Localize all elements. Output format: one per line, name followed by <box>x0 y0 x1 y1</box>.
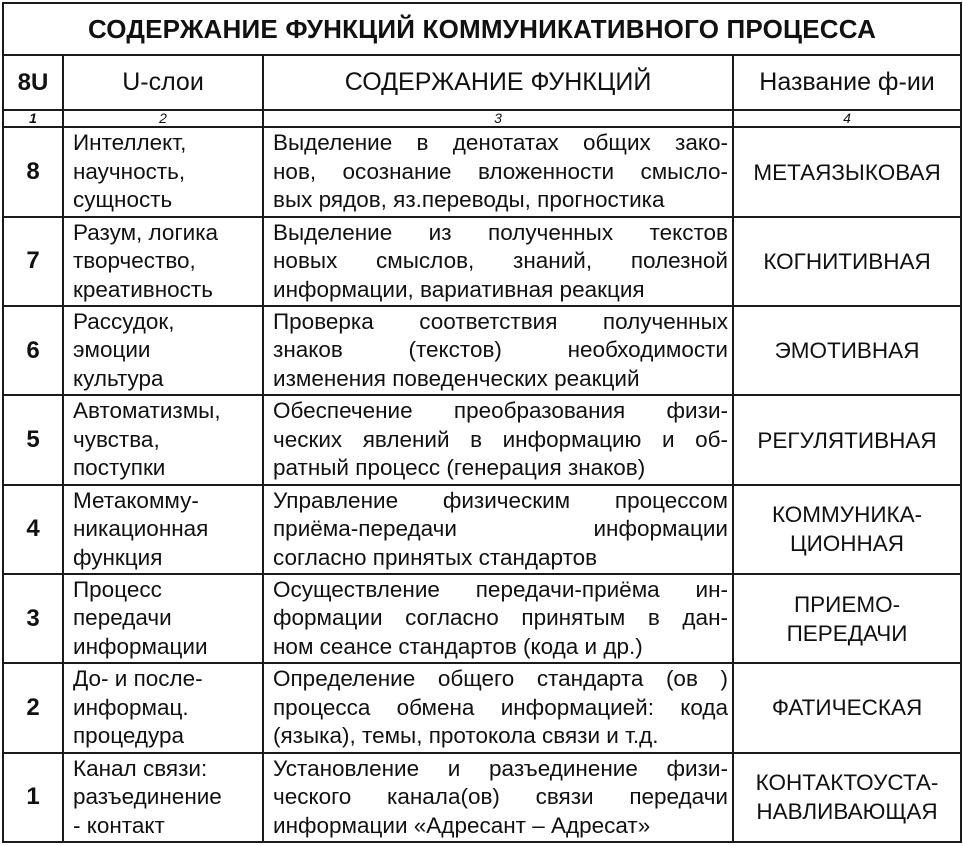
function-name-line: ЦИОННАЯ <box>789 531 905 557</box>
function-name-line: РЕГУЛЯТИВНАЯ <box>757 427 937 453</box>
layer-line: разъединение <box>73 784 222 810</box>
function-name-cell <box>733 753 961 842</box>
layer-line: Канал связи: <box>73 755 208 781</box>
content-line: Выделение из полученных текстов <box>273 219 728 245</box>
function-name-line: КОГНИТИВНАЯ <box>763 248 931 274</box>
table-row <box>3 217 961 306</box>
header-num: 8U <box>3 55 63 110</box>
function-name-line: ЭМОТИВНАЯ <box>774 338 920 364</box>
content-cell <box>263 574 733 663</box>
layer-line: Разум, логика <box>73 219 219 245</box>
content-line: Установление и разъединение физи- <box>273 755 728 781</box>
layer-cell <box>63 485 263 574</box>
content-line: ческих явлений в информацию и об- <box>273 426 728 452</box>
layer-line: передачи <box>73 605 172 631</box>
row-number: 8 <box>3 127 63 216</box>
layer-line: эмоции <box>73 337 151 363</box>
layer-line: сущность <box>73 187 173 213</box>
column-index-2: 2 <box>63 110 263 127</box>
content-line: согласно принятых стандартов <box>273 544 598 570</box>
content-cell <box>263 127 733 216</box>
table-row <box>3 485 961 574</box>
row-number: 3 <box>3 574 63 663</box>
layer-line: поступки <box>73 455 166 481</box>
content-line: вых рядов, яз.переводы, прогностика <box>273 187 665 213</box>
table-row <box>3 127 961 216</box>
layer-line: Процесс <box>73 576 162 602</box>
content-cell <box>263 306 733 395</box>
table-title: СОДЕРЖАНИЕ ФУНКЦИЙ КОММУНИКАТИВНОГО ПРОЦЕССА <box>3 3 961 55</box>
function-name-line: ПЕРЕДАЧИ <box>786 620 908 646</box>
function-name-line: МЕТАЯЗЫКОВАЯ <box>753 159 941 185</box>
layer-cell <box>63 663 263 752</box>
layer-line: функция <box>73 544 163 570</box>
column-index-3: 3 <box>263 110 733 127</box>
layer-line: Автоматизмы, <box>73 398 221 424</box>
content-cell <box>263 395 733 484</box>
content-line: Обеспечение преобразования физи- <box>273 398 728 424</box>
content-line: изменения поведенческих реакций <box>273 365 640 391</box>
layer-cell <box>63 574 263 663</box>
row-number: 4 <box>3 485 63 574</box>
content-line: Осуществление передачи-приёма ин- <box>273 576 728 602</box>
layer-cell <box>63 395 263 484</box>
column-index-1: 1 <box>3 110 63 127</box>
title-row <box>3 3 961 55</box>
content-line: ческого канала(ов) связи передачи <box>273 784 728 810</box>
function-name-cell <box>733 395 961 484</box>
function-name-line: ФАТИЧЕСКАЯ <box>771 695 923 721</box>
content-line: информации, вариативная реакция <box>273 276 645 302</box>
header-row <box>3 55 961 110</box>
content-line: Управление физическим процессом <box>273 487 728 513</box>
header-content: СОДЕРЖАНИЕ ФУНКЦИЙ <box>263 55 733 110</box>
layer-line: научность, <box>73 158 186 184</box>
content-line: новых смыслов, знаний, полезной <box>273 248 728 274</box>
layer-line: процедура <box>73 723 185 749</box>
function-name-line: КОММУНИКА- <box>771 502 923 528</box>
layer-cell <box>63 127 263 216</box>
content-cell <box>263 485 733 574</box>
row-number: 7 <box>3 217 63 306</box>
layer-cell <box>63 753 263 842</box>
table-row <box>3 306 961 395</box>
content-line: Выделение в денотатах общих зако- <box>273 130 728 156</box>
table-row <box>3 753 961 842</box>
function-name-line: НАВЛИВАЮЩАЯ <box>756 799 938 825</box>
column-index-row <box>3 110 961 127</box>
layer-line: творчество, <box>73 248 196 274</box>
content-line: Определение общего стандарта (ов ) <box>273 666 728 692</box>
functions-table <box>2 2 962 843</box>
layer-line: До- и после- <box>73 666 203 692</box>
content-cell <box>263 663 733 752</box>
layer-line: - контакт <box>73 812 165 838</box>
header-name: Название ф-ии <box>733 55 961 110</box>
layer-line: культура <box>73 365 164 391</box>
layer-line: информации <box>73 633 208 659</box>
layer-line: Рассудок, <box>73 308 175 334</box>
content-cell <box>263 217 733 306</box>
function-name-cell <box>733 485 961 574</box>
row-number: 2 <box>3 663 63 752</box>
table-row <box>3 663 961 752</box>
layer-line: чувства, <box>73 426 160 452</box>
header-layers: U-слои <box>63 55 263 110</box>
content-line: ном сеансе стандартов (кода и др.) <box>273 633 643 659</box>
function-name-cell <box>733 217 961 306</box>
content-line: Проверка соответствия полученных <box>273 308 728 334</box>
layer-cell <box>63 306 263 395</box>
row-number: 6 <box>3 306 63 395</box>
content-line: процесса обмена информацией: кода <box>273 694 728 720</box>
content-line: формации согласно принятым в дан- <box>273 605 728 631</box>
layer-line: информац. <box>73 694 189 720</box>
content-line: ратный процесс (генерация знаков) <box>273 455 646 481</box>
layer-line: креативность <box>73 276 213 302</box>
layer-line: Метакомму- <box>73 487 199 513</box>
layer-cell <box>63 217 263 306</box>
function-name-cell <box>733 574 961 663</box>
function-name-line: КОНТАКТОУСТА- <box>755 770 939 796</box>
layer-line: никационная <box>73 516 209 542</box>
row-number: 5 <box>3 395 63 484</box>
function-name-cell <box>733 663 961 752</box>
content-line: информации «Адресант – Адресат» <box>273 812 651 838</box>
function-name-cell <box>733 127 961 216</box>
function-name-cell <box>733 306 961 395</box>
content-line: знаков (текстов) необходимости <box>273 337 728 363</box>
layer-line: Интеллект, <box>73 130 187 156</box>
content-line: (языка), темы, протокола связи и т.д. <box>273 723 659 749</box>
content-cell <box>263 753 733 842</box>
row-number: 1 <box>3 753 63 842</box>
table-row <box>3 574 961 663</box>
function-name-line: ПРИЕМО- <box>793 591 901 617</box>
content-line: приёма-передачи информации <box>273 516 728 542</box>
column-index-4: 4 <box>733 110 961 127</box>
table-row <box>3 395 961 484</box>
content-line: нов, осознание вложенности смысло- <box>273 158 728 184</box>
